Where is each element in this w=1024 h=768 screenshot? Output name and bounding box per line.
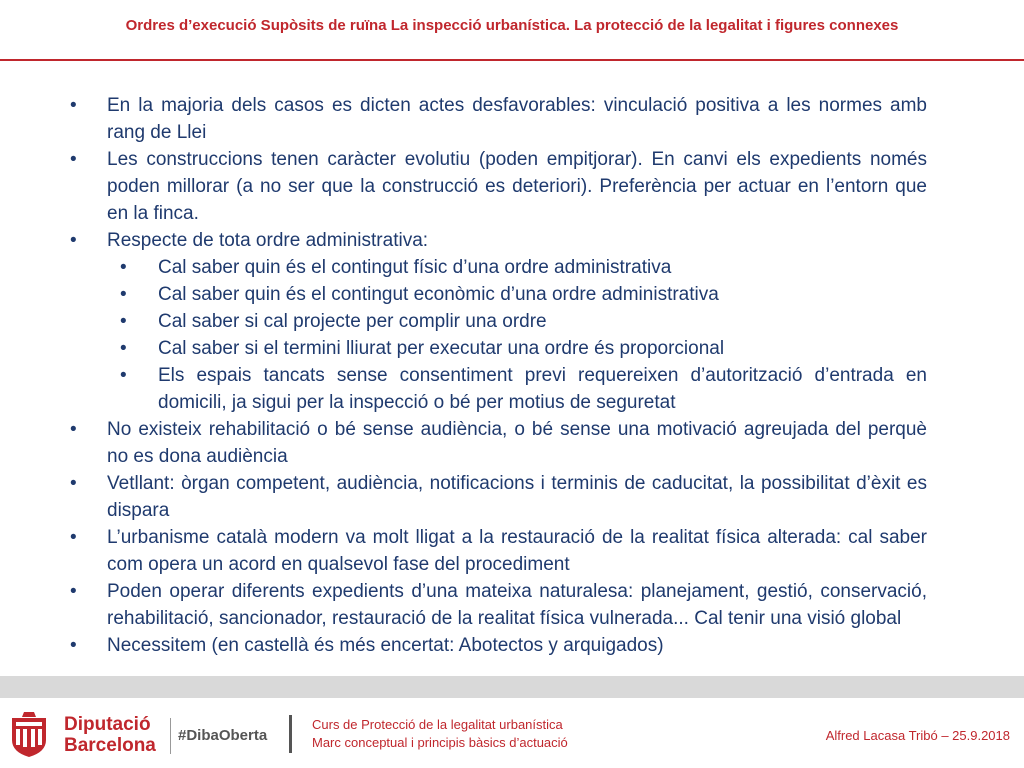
bullet-dot-icon: • (120, 257, 127, 278)
bullet-text: En la majoria dels casos es dicten actes desfavorables: vinculació positiva a les normes amb rang de Llei (107, 95, 927, 143)
bullet-text: L’urbanisme català modern va molt lligat a la restauració de la realitat física alterada: cal saber com opera un acord en qualsevol fase del procediment (107, 527, 927, 575)
bullet-text: Cal saber quin és el contingut econòmic d’una ordre administrativa (158, 284, 719, 305)
bullet-dot-icon: • (120, 311, 127, 332)
bullet-dot-icon: • (70, 527, 77, 548)
bullet-text: Necessitem (en castellà és més encertat: Abotectos y arquigados) (107, 635, 664, 656)
course-title: Curs de Protecció de la legalitat urbanística (312, 717, 563, 732)
header-divider (0, 59, 1024, 61)
bullet-item (70, 524, 927, 578)
bullet-dot-icon: • (70, 95, 77, 116)
bullet-text: Cal saber quin és el contingut físic d’una ordre administrativa (158, 257, 672, 278)
hashtag-label: #DibaOberta (178, 727, 268, 744)
bullet-text: Les construccions tenen caràcter evolutiu (poden empitjorar). En canvi els expedients només poden millorar (a no ser que la construcció es deteriori). Preferència per actuar en l’entorn que en la finca. (107, 149, 927, 224)
sub-bullet-item (70, 362, 927, 416)
author-date: Alfred Lacasa Tribó – 25.9.2018 (825, 728, 1010, 743)
bullet-item (70, 92, 927, 146)
grey-band (0, 676, 1024, 698)
sub-bullet-item (70, 308, 927, 335)
bullet-item (70, 146, 927, 227)
logo-text-barcelona: Barcelona (64, 735, 156, 756)
bullet-list (70, 92, 927, 659)
bullet-item (70, 578, 927, 632)
bullet-dot-icon: • (70, 230, 77, 251)
bullet-dot-icon: • (70, 473, 77, 494)
bullet-dot-icon: • (70, 635, 77, 656)
bullet-text: Cal saber si el termini lliurat per executar una ordre és proporcional (158, 338, 725, 359)
bullet-dot-icon: • (70, 581, 77, 602)
bullet-dot-icon: • (70, 149, 77, 170)
slide-header-title: Ordres d’execució Supòsits de ruïna La inspecció urbanística. La protecció de la legalitat i figures connexes (125, 17, 899, 34)
sub-bullet-item (70, 335, 927, 362)
bullet-text: Vetllant: òrgan competent, audiència, notificacions i terminis de caducitat, la possibilitat d’èxit es dispara (107, 473, 927, 521)
footer-vertical-bar (289, 715, 292, 753)
bullet-text: Poden operar diferents expedients d’una mateixa naturalesa: planejament, gestió, conservació, rehabilitació, sancionador, restauració de la realitat física vulnerada... Cal tenir una visió global (107, 581, 927, 629)
course-subtitle: Marc conceptual i principis bàsics d’actuació (312, 735, 568, 750)
bullet-text: Cal saber si cal projecte per complir una ordre (158, 311, 547, 332)
sub-bullet-item (70, 254, 927, 281)
bullet-dot-icon: • (120, 284, 127, 305)
logo-text-diputacio: Diputació (64, 714, 151, 735)
bullet-item (70, 470, 927, 524)
diputacio-shield-icon (10, 712, 48, 758)
bullet-text: Respecte de tota ordre administrativa: (107, 230, 429, 251)
bullet-dot-icon: • (70, 419, 77, 440)
bullet-dot-icon: • (120, 338, 127, 359)
bullet-item (70, 416, 927, 470)
bullet-text: Els espais tancats sense consentiment previ requereixen d’autorització d’entrada en domicili, ja sigui per la inspecció o bé per motius de seguretat (158, 365, 927, 413)
logo-separator (170, 718, 171, 754)
sub-bullet-item (70, 281, 927, 308)
bullet-text: No existeix rehabilitació o bé sense audiència, o bé sense una motivació agreujada del perquè no es dona audiència (107, 419, 927, 467)
bullet-item (70, 227, 927, 254)
bullet-item (70, 632, 927, 659)
bullet-dot-icon: • (120, 365, 127, 386)
